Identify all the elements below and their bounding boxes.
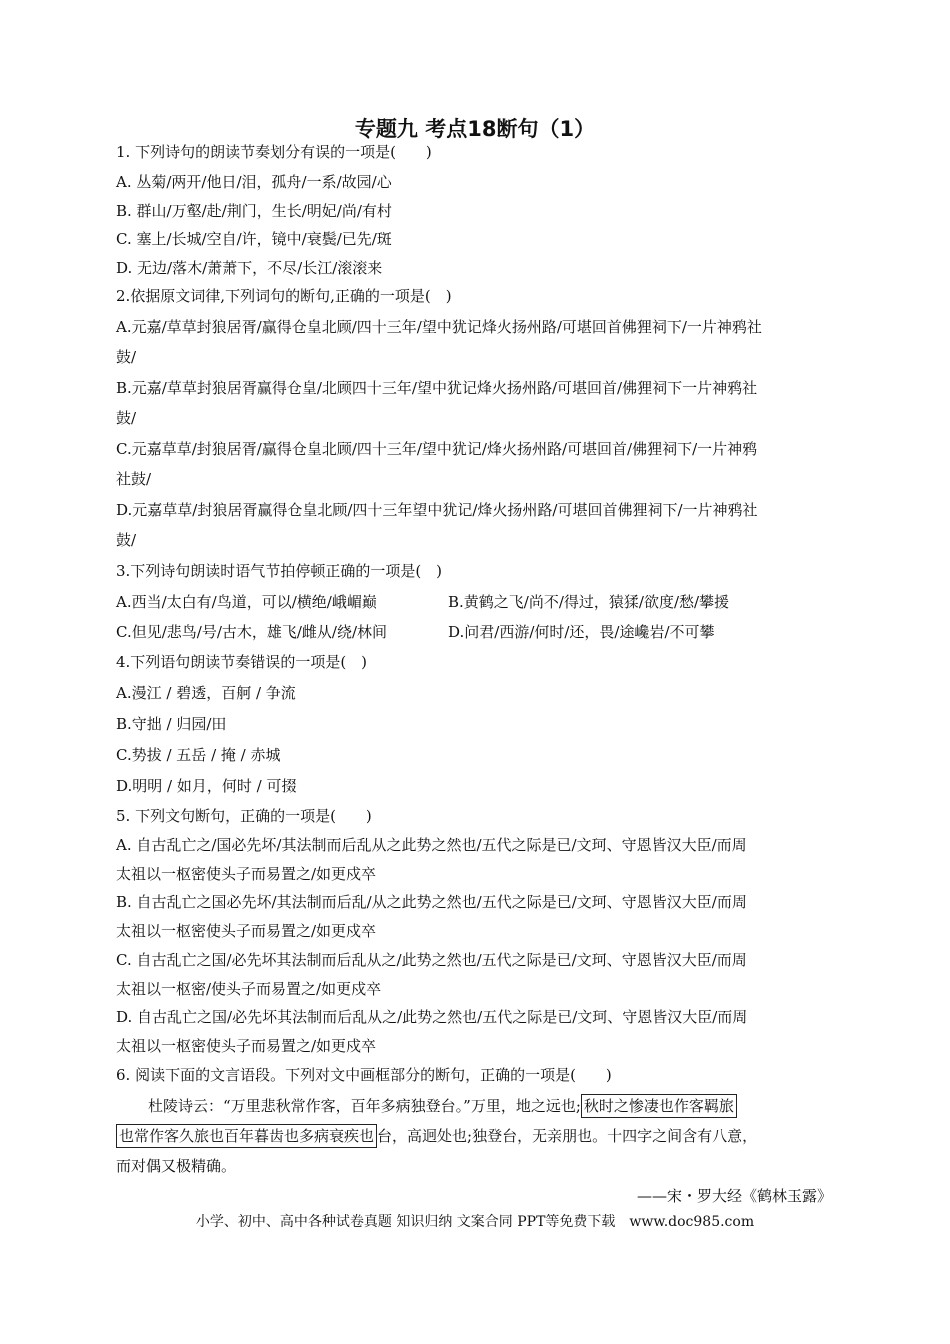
- q6-boxed-text-part2: 也常作客久旅也百年暮齿也多病衰疾也: [116, 1124, 377, 1148]
- q2-option-d-line2: 鼓/: [116, 531, 137, 549]
- q5-option-a-line2: 太祖以一枢密使头子而易置之/如更戍卒: [116, 865, 377, 883]
- q1-option-d: D. 无边/落木/萧萧下，不尽/长江/滚滚来: [116, 259, 383, 277]
- q2-option-b-line1: B.元嘉/草草封狼居胥赢得仓皇/北顾四十三年/望中犹记烽火扬州路/可堪回首/佛狸祠下一片神鸦社: [116, 379, 758, 397]
- q1-option-a: A. 丛菊/两开/他日/泪，孤舟/一系/故园/心: [116, 173, 392, 191]
- q3-option-a: A.西当/太白有/鸟道，可以/横绝/峨嵋巅: [116, 593, 377, 611]
- q6-boxed-text-part1: 秋时之惨凄也作客羁旅: [581, 1094, 737, 1118]
- q4-option-a: A.漫江 / 碧透，百舸 / 争流: [116, 684, 296, 702]
- q3-stem: 3.下列诗句朗读时语气节拍停顿正确的一项是( ): [116, 562, 443, 580]
- q6-source: ——宋・罗大经《鹤林玉露》: [636, 1187, 832, 1205]
- q2-option-b-line2: 鼓/: [116, 409, 137, 427]
- q6-stem: 6. 阅读下面的文言语段。下列对文中画框部分的断句，正确的一项是( ): [116, 1066, 612, 1084]
- q5-option-d-line2: 太祖以一枢密使头子而易置之/如更戍卒: [116, 1037, 377, 1055]
- page-title: 专题九 考点18断句（1）: [354, 117, 596, 141]
- q5-option-b-line2: 太祖以一枢密使头子而易置之/如更戍卒: [116, 922, 377, 940]
- q4-option-d: D.明明 / 如月，何时 / 可掇: [116, 777, 297, 795]
- q2-option-d-line1: D.元嘉草草/封狼居胥赢得仓皇北顾/四十三年望中犹记/烽火扬州路/可堪回首佛狸祠下/一片神鸦社: [116, 501, 758, 519]
- q6-passage-text: 杜陵诗云：“万里悲秋常作客，百年多病独登台。”万里，地之远也;: [148, 1097, 581, 1115]
- q2-option-c-line1: C.元嘉草草/封狼居胥/赢得仓皇北顾/四十三年/望中犹记/烽火扬州路/可堪回首/佛狸祠下/一片神鸦: [116, 440, 758, 458]
- q2-stem: 2.依据原文词律,下列词句的断句,正确的一项是( ): [116, 287, 452, 305]
- q5-stem: 5. 下列文句断句，正确的一项是( ): [116, 807, 372, 825]
- q2-option-a-line2: 鼓/: [116, 348, 137, 366]
- q5-option-c-line2: 太祖以一枢密/使头子而易置之/如更戍卒: [116, 980, 382, 998]
- q5-option-b-line1: B. 自古乱亡之国必先坏/其法制而后乱/从之此势之然也/五代之际是已/文珂、守恩皆汉大臣/而周: [116, 893, 747, 911]
- q3-option-c: C.但见/悲鸟/号/古木，雄飞/雌从/绕/林间: [116, 623, 388, 641]
- q2-option-a-line1: A.元嘉/草草封狼居胥/赢得仓皇北顾/四十三年/望中犹记烽火扬州路/可堪回首佛狸祠下/一片神鸦社: [116, 318, 762, 336]
- q6-passage-line2: [116, 1126, 836, 1146]
- q2-option-c-line2: 社鼓/: [116, 470, 152, 488]
- q6-passage-line3: 而对偶又极精确。: [116, 1157, 237, 1175]
- q5-option-d-line1: D. 自古乱亡之国/必先坏其法制而后乱从之/此势之然也/五代之际是已/文珂、守恩皆汉大臣/而周: [116, 1008, 748, 1026]
- footer-link-text: 小学、初中、高中各种试卷真题 知识归纳 文案合同 PPT等免费下载 www.doc985.com: [195, 1214, 755, 1230]
- q4-option-c: C.势拔 / 五岳 / 掩 / 赤城: [116, 746, 281, 764]
- q3-option-d: D.问君/西游/何时/还，畏/途巉岩/不可攀: [448, 623, 715, 641]
- q1-option-c: C. 塞上/长城/空自/许，镜中/衰鬓/已先/斑: [116, 230, 392, 248]
- q1-stem: 1. 下列诗句的朗读节奏划分有误的一项是( ): [116, 143, 432, 161]
- q4-option-b: B.守拙 / 归园/田: [116, 715, 227, 733]
- q1-option-b: B. 群山/万壑/赴/荆门，生长/明妃/尚/有村: [116, 202, 392, 220]
- q6-passage-text: 台，高迥处也;独登台，无亲朋也。十四字之间含有八意，: [377, 1127, 758, 1145]
- q3-option-b: B.黄鹤之飞/尚不/得过，猿猱/欲度/愁/攀援: [448, 593, 730, 611]
- q5-option-c-line1: C. 自古乱亡之国/必先坏其法制而后乱从之/此势之然也/五代之际是已/文珂、守恩皆汉大臣/而周: [116, 951, 747, 969]
- q4-stem: 4.下列语句朗读节奏错误的一项是( ): [116, 653, 368, 671]
- q5-option-a-line1: A. 自古乱亡之/国必先坏/其法制而后乱从之此势之然也/五代之际是已/文珂、守恩皆汉大臣/而周: [116, 836, 747, 854]
- q6-passage-line1: [148, 1096, 838, 1116]
